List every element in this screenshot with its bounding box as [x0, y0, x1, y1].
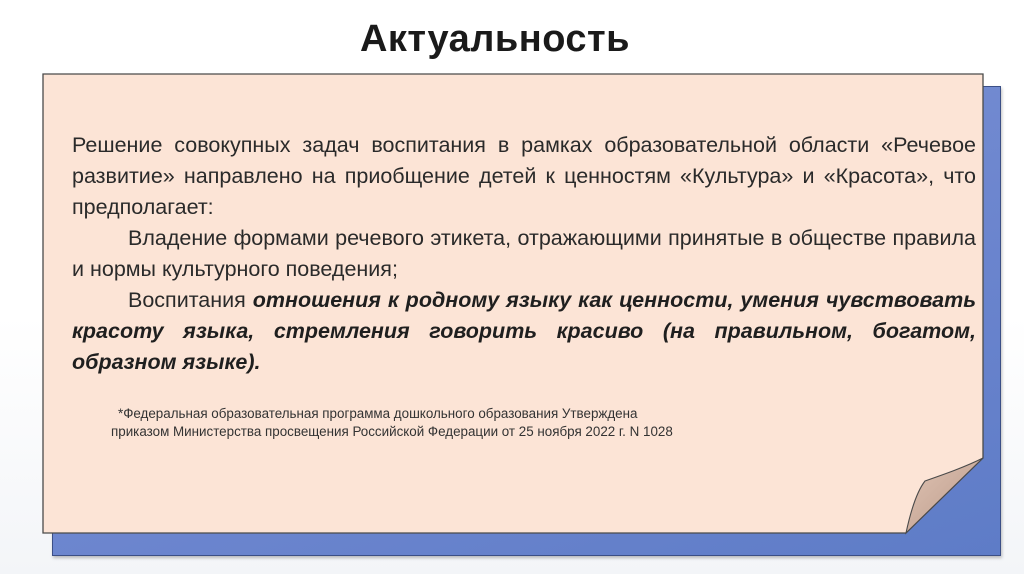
footnote: [111, 405, 878, 441]
footnote-line-2: приказом Министерства просвещения Российской Федерации от 25 ноября 2022 г. N 1028: [111, 424, 673, 439]
paragraph-3-emphasis: отношения к родному языку как ценности, умения чувствовать красоту языка, стремления говорить красиво (на правильном, богатом, образном языке).: [72, 288, 976, 374]
body-paragraph-2: Владение формами речевого этикета, отражающими принятые в обществе правила и нормы культурного поведения;: [72, 226, 976, 281]
body-paragraph-1: Решение совокупных задач воспитания в рамках образовательной области «Речевое развитие» направлено на приобщение детей к ценностям «Культура» и «Красота», что предполагает:: [72, 133, 976, 219]
slide-body: [72, 130, 976, 378]
body-paragraph-3: [72, 285, 976, 378]
slide-title: Актуальность: [359, 18, 631, 60]
footnote-line-1: *Федеральная образовательная программа дошкольного образования Утверждена: [118, 406, 638, 421]
paragraph-3-lead: Воспитания: [128, 288, 253, 312]
